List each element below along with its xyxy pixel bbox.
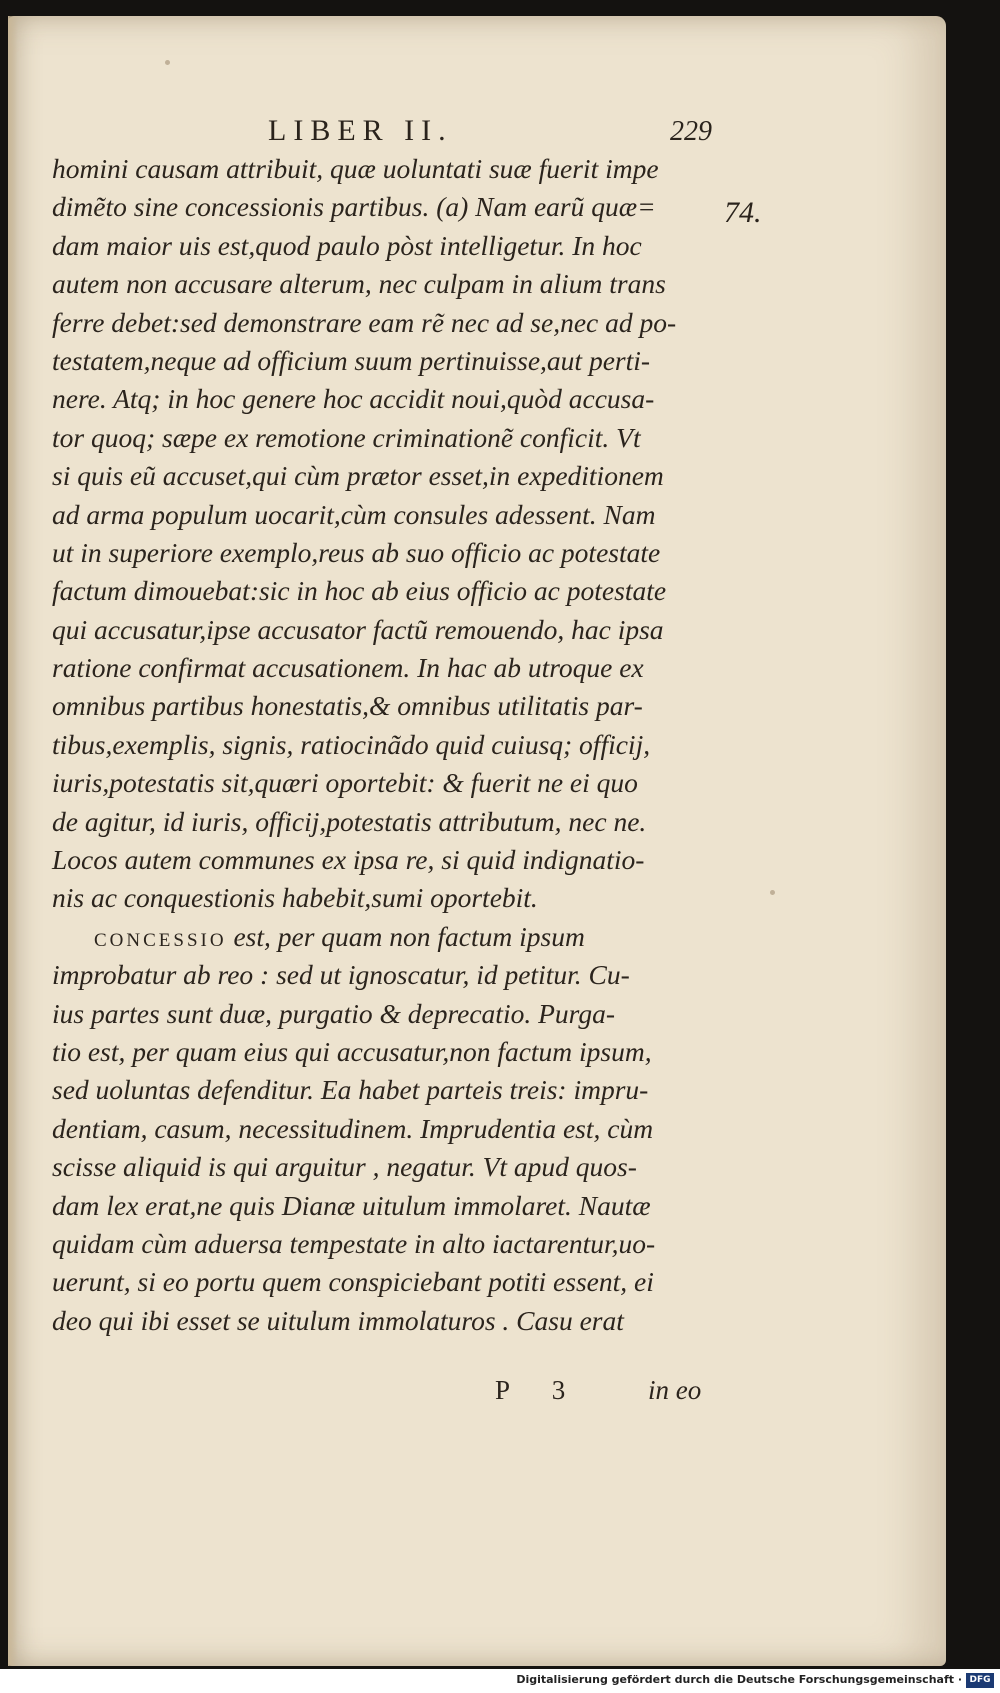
text-line (52, 879, 722, 917)
line-text: dentiam, casum, necessitudinem. Imprudentia est, cùm (52, 1112, 654, 1144)
line-text: ut in superiore exemplo,reus ab suo officio ac potestate (52, 536, 661, 568)
signature-mark: P 3 (495, 1375, 584, 1405)
text-line (52, 457, 722, 495)
text-line (52, 687, 722, 725)
line-text: si quis eũ accuset,qui cùm prætor esset,in expeditionem (52, 460, 664, 492)
margin-note: 74. (724, 196, 762, 229)
line-text: sed uoluntas defenditur. Ea habet parteis treis: impru- (52, 1074, 649, 1106)
page-footer (0, 1375, 1000, 1415)
text-line (52, 803, 722, 841)
text-line (52, 380, 722, 418)
text-line (52, 342, 722, 380)
line-text: ratione confirmat accusationem. In hac ab utroque ex (52, 652, 644, 684)
line-text: tio est, per quam eius qui accusatur,non factum ipsum, (52, 1035, 652, 1067)
credit-bar (0, 1669, 1000, 1693)
text-line (52, 1071, 722, 1109)
text-line (52, 227, 722, 265)
credit-text: Digitalisierung gefördert durch die Deutsche Forschungsgemeinschaft · (516, 1673, 962, 1686)
line-text: de agitur, id iuris, officij,potestatis attributum, nec ne. (52, 805, 647, 837)
paper-stain (165, 60, 170, 65)
body-text (52, 150, 722, 1340)
text-line (52, 1110, 722, 1148)
line-text: ad arma populum uocarit,cùm consules adessent. Nam (52, 498, 656, 530)
line-text: dimẽto sine concessionis partibus. (a) Nam earũ quæ= (52, 191, 656, 223)
catchword: in eo (648, 1375, 702, 1405)
text-line (52, 918, 722, 956)
text-line (52, 1033, 722, 1071)
line-text: nis ac conquestionis habebit,sumi oportebit. (52, 882, 538, 914)
line-text: ius partes sunt duæ, purgatio & deprecatio. Purga- (52, 997, 615, 1029)
text-line (52, 304, 722, 342)
line-text: improbatur ab reo : sed ut ignoscatur, id petitur. Cu- (52, 959, 630, 991)
line-text: iuris,potestatis sit,quæri oportebit: & fuerit ne ei quo (52, 767, 638, 799)
text-line (52, 1187, 722, 1225)
text-line (52, 764, 722, 802)
line-text: testatem,neque ad officium suum pertinuisse,aut perti- (52, 344, 651, 376)
text-line (52, 572, 722, 610)
line-text: autem non accusare alterum, nec culpam in alium trans (52, 268, 666, 300)
line-text: ferre debet:sed demonstrare eam rẽ nec ad se,nec ad po- (52, 306, 677, 338)
line-text: qui accusatur,ipse accusator factũ remouendo, hac ipsa (52, 613, 664, 645)
text-line (52, 956, 722, 994)
text-line (52, 1302, 722, 1340)
line-text: omnibus partibus honestatis,& omnibus utilitatis par- (52, 690, 643, 722)
line-text: factum dimouebat:sic in hoc ab eius officio ac potestate (52, 575, 667, 607)
line-text: quidam cùm aduersa tempestate in alto iactarentur,uo- (52, 1227, 656, 1259)
text-line (52, 726, 722, 764)
page-gutter-shadow (8, 16, 18, 1666)
header-title: LIBER II. (268, 114, 453, 147)
text-line (52, 995, 722, 1033)
line-text: tibus,exemplis, signis, ratiocinãdo quid cuiusq; officij, (52, 728, 651, 760)
text-line (52, 188, 722, 226)
text-line (52, 1263, 722, 1301)
running-header (0, 114, 1000, 154)
text-line (52, 265, 722, 303)
text-line (52, 534, 722, 572)
line-text: tor quoq; sæpe ex remotione criminationẽ conficit. Vt (52, 421, 641, 453)
line-text: dam maior uis est,quod paulo pòst intelligetur. In hoc (52, 229, 642, 261)
text-line (52, 496, 722, 534)
section-heading: CONCESSIO (94, 929, 227, 951)
line-text: nere. Atq; in hoc genere hoc accidit noui,quòd accusa- (52, 383, 655, 415)
text-line (52, 649, 722, 687)
line-text: uerunt, si eo portu quem conspiciebant potiti essent, ei (52, 1266, 654, 1298)
page-number: 229 (670, 116, 712, 147)
text-line (52, 1225, 722, 1263)
line-text: est, per quam non factum ipsum (226, 920, 585, 952)
text-line (52, 150, 722, 188)
text-line (52, 1148, 722, 1186)
line-text: homini causam attribuit, quæ uoluntati suæ fuerit impe (52, 153, 659, 184)
text-line (52, 841, 722, 879)
dfg-logo-icon: DFG (966, 1673, 994, 1688)
line-text: Locos autem communes ex ipsa re, si quid indignatio- (52, 844, 645, 876)
paper-stain (770, 890, 775, 895)
line-text: deo qui ibi esset se uitulum immolaturos . Casu erat (52, 1304, 624, 1336)
line-text: scisse aliquid is qui arguitur , negatur. Vt apud quos- (52, 1151, 637, 1183)
text-line (52, 611, 722, 649)
line-text: dam lex erat,ne quis Dianæ uitulum immolaret. Nautæ (52, 1189, 651, 1221)
text-line (52, 419, 722, 457)
